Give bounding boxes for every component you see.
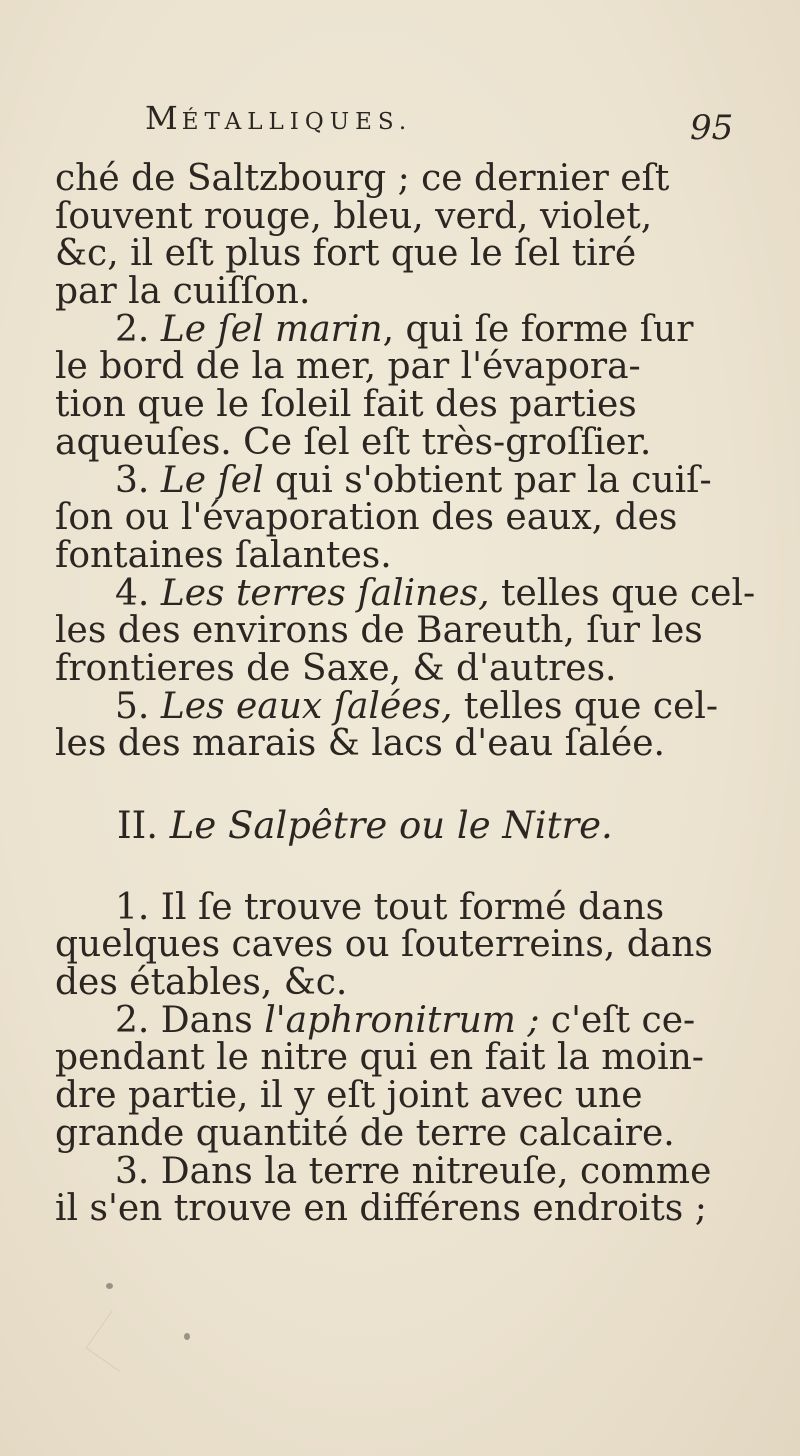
list-item-2-first-line (55, 308, 694, 350)
item-text: , qui ſe forme ſur (382, 308, 694, 350)
item-term: Les eaux ſalées, (160, 685, 453, 727)
running-title-initial: M (145, 99, 182, 137)
ink-spot (184, 1333, 190, 1340)
paper-crease (86, 1310, 146, 1371)
item-term: Les terres ſalines, (160, 572, 490, 614)
body-text (55, 158, 756, 1230)
item-text: telles que cel- (452, 685, 719, 727)
text-line: ſouvent rouge, bleu, verd, violet, (55, 195, 653, 237)
text-line: dre partie, il y eſt joint avec une (55, 1075, 643, 1117)
item-number: 2. (115, 308, 150, 350)
item-text: qui s'obtient par la cuiſ- (263, 459, 712, 501)
text-line: le bord de la mer, par l'évapora- (55, 346, 641, 388)
item-number: 4. (115, 572, 150, 614)
text-line: des étables, &c. (55, 962, 348, 1004)
section-heading (55, 804, 613, 847)
text-line: 3. Dans la terre nitreuſe, comme (115, 1150, 712, 1192)
text-line: ché de Saltzbourg ; ce dernier eſt (55, 158, 670, 199)
text-line: par la cuiſſon. (55, 271, 311, 313)
list-item-5-first-line (55, 685, 719, 727)
text-line: il s'en trouve en différens endroits ; (55, 1188, 707, 1230)
section-title: Le Salpêtre ou le Nitre. (169, 804, 613, 847)
text-line: quelques caves ou ſouterreins, dans (55, 924, 713, 966)
text-line: &c, il eſt plus fort que le ſel tiré (55, 233, 637, 275)
item-text: telles que cel- (489, 572, 756, 614)
text-line: aqueuſes. Ce ſel eſt très-groſſier. (55, 421, 652, 463)
section-number: II. (117, 804, 158, 847)
item-number: 5. (115, 685, 150, 727)
text-line: fontaines ſalantes. (55, 534, 392, 576)
item-text: c'eſt ce- (539, 999, 696, 1041)
item-number: 3. (115, 459, 150, 501)
text-line: frontieres de Saxe, & d'autres. (55, 647, 617, 689)
running-header (145, 98, 575, 142)
ink-spot (106, 1283, 113, 1289)
list-item-4-first-line (55, 572, 756, 614)
item-number: 2. Dans (115, 999, 253, 1041)
text-line: tion que le ſoleil fait des parties (55, 384, 637, 426)
text-line: les des environs de Bareuth, ſur les (55, 610, 703, 652)
list-item-2-first-line (55, 999, 696, 1041)
item-term: l'aphronitrum ; (252, 999, 540, 1041)
list-item-3-first-line (55, 459, 712, 501)
item-term: Le ſel marin (160, 308, 383, 350)
text-line: grande quantité de terre calcaire. (55, 1112, 675, 1154)
page-number: 95 (690, 108, 734, 148)
running-title: ÉTALLIQUES. (181, 109, 413, 135)
text-line: ſon ou l'évaporation des eaux, des (55, 497, 678, 539)
text-line: 1. Il ſe trouve tout formé dans (115, 886, 665, 928)
text-line: les des marais & lacs d'eau ſalée. (55, 723, 665, 765)
text-line: pendant le nitre qui en fait la moin- (55, 1037, 704, 1079)
item-term: Le ſel (160, 459, 264, 501)
